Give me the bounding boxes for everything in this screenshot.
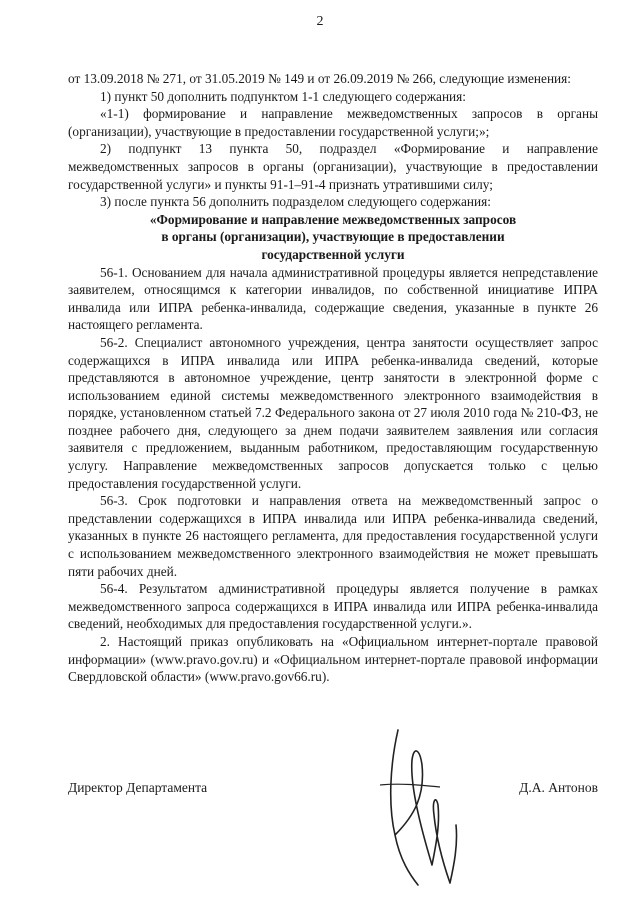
paragraph: 1) пункт 50 дополнить подпунктом 1-1 следующего содержания: [100,88,466,104]
document-body [68,70,598,686]
paragraph: 3) после пункта 56 дополнить подразделом следующего содержания: [100,194,491,210]
final-paragraph: 2. Настоящий приказ опубликовать на «Официальном интернет-портале правовой информации» (www.pravo.gov.ru) и «Официальном интернет-портале правовой информации Свердловской области» (www.pravo.gov66.ru). [68,634,598,685]
section-heading-line: «Формирование и направление межведомственных запросов [149,211,517,227]
paragraph: «1-1) формирование и направление межведомственных запросов в органы (организации), участвующие в предоставлении государственной услуги;»; [68,106,598,139]
handwritten-signature [370,725,490,895]
clause-56-2: 56-2. Специалист автономного учреждения, центра занятости осуществляет запрос содержащихся в ИПРА инвалида или ИПРА ребенка-инвалида сведений, которые представляются в автономное учреждение, центр занятости в электронной форме с использованием единой системы межведомственного электронного взаимодействия в порядке, установленном статьей 7.2 Федерального закона от 27 июля 2010 года № 210-ФЗ, не позднее рабочего дня, следующего за днем подачи заявителем заявления или согласия заявителя с предложением, выданным работником, предоставляющим государственную услугу. Направление межведомственных запросов допускается только с целью предоставления государственной услуги. [68,334,598,491]
page-number: 2 [316,14,324,29]
paragraph: от 13.09.2018 № 271, от 31.05.2019 № 149 и от 26.09.2019 № 266, следующие изменения: [68,71,571,86]
signatory-name: Д.А. Антонов [519,780,598,795]
section-heading-line: государственной услуги [261,246,405,262]
clause-56-1: 56-1. Основанием для начала административной процедуры является непредставление заявителем, относящимся к категории инвалидов, по собственной инициативе ИПРА инвалида или ИПРА ребенка-инвалида, содержащие сведения, указанные в пункте 26 настоящего регламента. [68,264,598,333]
clause-56-3: 56-3. Срок подготовки и направления ответа на межведомственный запрос о представлении содержащихся в ИПРА инвалида или ИПРА ребенка-инвалида сведений, указанных в пункте 26 настоящего регламента, для предоставления государственной услуги с использованием межведомственного электронного взаимодействия не может превышать пяти рабочих дней. [68,493,598,579]
section-heading-line: в органы (организации), участвующие в предоставлении [161,229,505,245]
paragraph: 2) подпункт 13 пункта 50, подраздел «Формирование и направление межведомственных запросов в органы (организации), участвующие в предоставлении государственной услуги» и пункты 91-1–91-4 признать утратившими силу; [68,141,598,192]
clause-56-4: 56-4. Результатом административной процедуры является получение в рамках межведомственного запроса содержащихся в ИПРА инвалида или ИПРА ребенка-инвалида сведений, необходимых для предоставления государственной услуги.». [68,581,598,632]
signatory-position: Директор Департамента [68,780,208,795]
